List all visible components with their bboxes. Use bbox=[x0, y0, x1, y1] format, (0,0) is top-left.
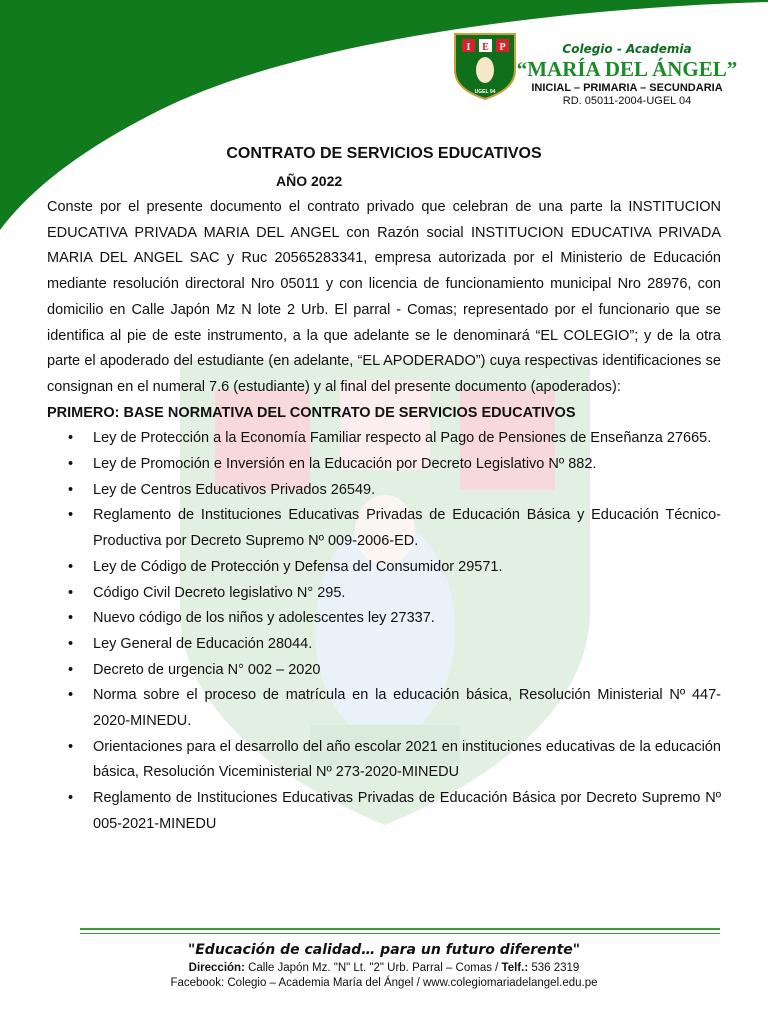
school-name: “MARÍA DEL ÁNGEL” bbox=[516, 57, 738, 81]
list-item: • Reglamento de Instituciones Educativas Privadas de Educación Básica por Decreto Supremo Nº 005-2021-MINEDU bbox=[93, 786, 721, 837]
school-logo-icon bbox=[452, 30, 518, 100]
svg-text:P: P bbox=[499, 42, 506, 53]
footer-divider bbox=[80, 928, 720, 930]
laws-list bbox=[47, 426, 721, 837]
list-item: • Ley de Código de Protección y Defensa del Consumidor 29571. bbox=[93, 555, 721, 581]
phone-label: Telf.: bbox=[501, 962, 529, 974]
phone-value: 536 2319 bbox=[528, 962, 580, 974]
svg-text:UGEL 04: UGEL 04 bbox=[474, 89, 496, 95]
document-title: CONTRATO DE SERVICIOS EDUCATIVOS bbox=[226, 145, 542, 162]
school-subtitle: Colegio - Academia bbox=[562, 42, 692, 56]
footer-divider-thin bbox=[80, 933, 720, 934]
list-item: • Norma sobre el proceso de matrícula en la educación básica, Resolución Ministerial Nº 447-2020-MINEDU. bbox=[93, 683, 721, 734]
intro-paragraph: Conste por el presente documento el contrato privado que celebran de una parte la INSTITUCION EDUCATIVA PRIVADA MARIA DEL ANGEL con Razón social INSTITUCION EDUCATIVA PRIVADA MARIA DEL ANGEL SAC y Ruc 20565283341, empresa autorizada por el Ministerio de Educación mediante resolución directoral Nro 05011 y con licencia de funcionamiento municipal Nro 28976, con domicilio en Calle Japón Mz N lote 2 Urb. El parral - Comas; representado por el funcionario que se identifica al pie de este instrumento, a la que adelante se le denominará “EL COLEGIO”; y de la otra parte el apoderado del estudiante (en adelante, “EL APODERADO”) cuya respectivas identificaciones se consignan en el numeral 7.6 (estudiante) y al final del presente documento (apoderados): bbox=[47, 199, 721, 395]
footer-motto: "Educación de calidad… para un futuro diferente" bbox=[187, 942, 581, 958]
list-item: • Ley de Promoción e Inversión en la Educación por Decreto Legislativo Nº 882. bbox=[93, 452, 721, 478]
footer-facebook: Facebook: Colegio – Academia María del Ángel / www.colegiomariadelangel.edu.pe bbox=[170, 977, 598, 989]
svg-text:E: E bbox=[482, 42, 489, 53]
list-item: • Decreto de urgencia N° 002 – 2020 bbox=[93, 658, 721, 684]
school-rd: RD. 05011-2004-UGEL 04 bbox=[562, 95, 692, 107]
school-name-block bbox=[512, 42, 742, 107]
list-item: • Reglamento de Instituciones Educativas Privadas de Educación Básica y Educación Técnico-Productiva por Decreto Supremo Nº 009-2006-ED. bbox=[93, 503, 721, 554]
svg-text:I: I bbox=[466, 42, 471, 53]
list-item: • Ley General de Educación 28044. bbox=[93, 632, 721, 658]
document-year: AÑO 2022 bbox=[276, 173, 343, 189]
address-value: Calle Japón Mz. "N" Lt. "2" Urb. Parral – Comas / bbox=[244, 962, 502, 974]
list-item: • Ley de Centros Educativos Privados 26549. bbox=[93, 478, 721, 504]
footer-address bbox=[0, 962, 768, 974]
list-item: • Ley de Protección a la Economía Familiar respecto al Pago de Pensiones de Enseñanza 27665. bbox=[93, 426, 721, 452]
school-levels: INICIAL – PRIMARIA – SECUNDARIA bbox=[531, 82, 723, 94]
list-item: • Código Civil Decreto legislativo N° 295. bbox=[93, 581, 721, 607]
document-body bbox=[47, 195, 721, 838]
list-item: • Nuevo código de los niños y adolescentes ley 27337. bbox=[93, 606, 721, 632]
address-label: Dirección: bbox=[188, 962, 245, 974]
list-item: • Orientaciones para el desarrollo del año escolar 2021 en instituciones educativas de la educación básica, Resolución Viceministerial Nº 273-2020-MINEDU bbox=[93, 735, 721, 786]
section-title: PRIMERO: BASE NORMATIVA DEL CONTRATO DE SERVICIOS EDUCATIVOS bbox=[47, 404, 576, 421]
